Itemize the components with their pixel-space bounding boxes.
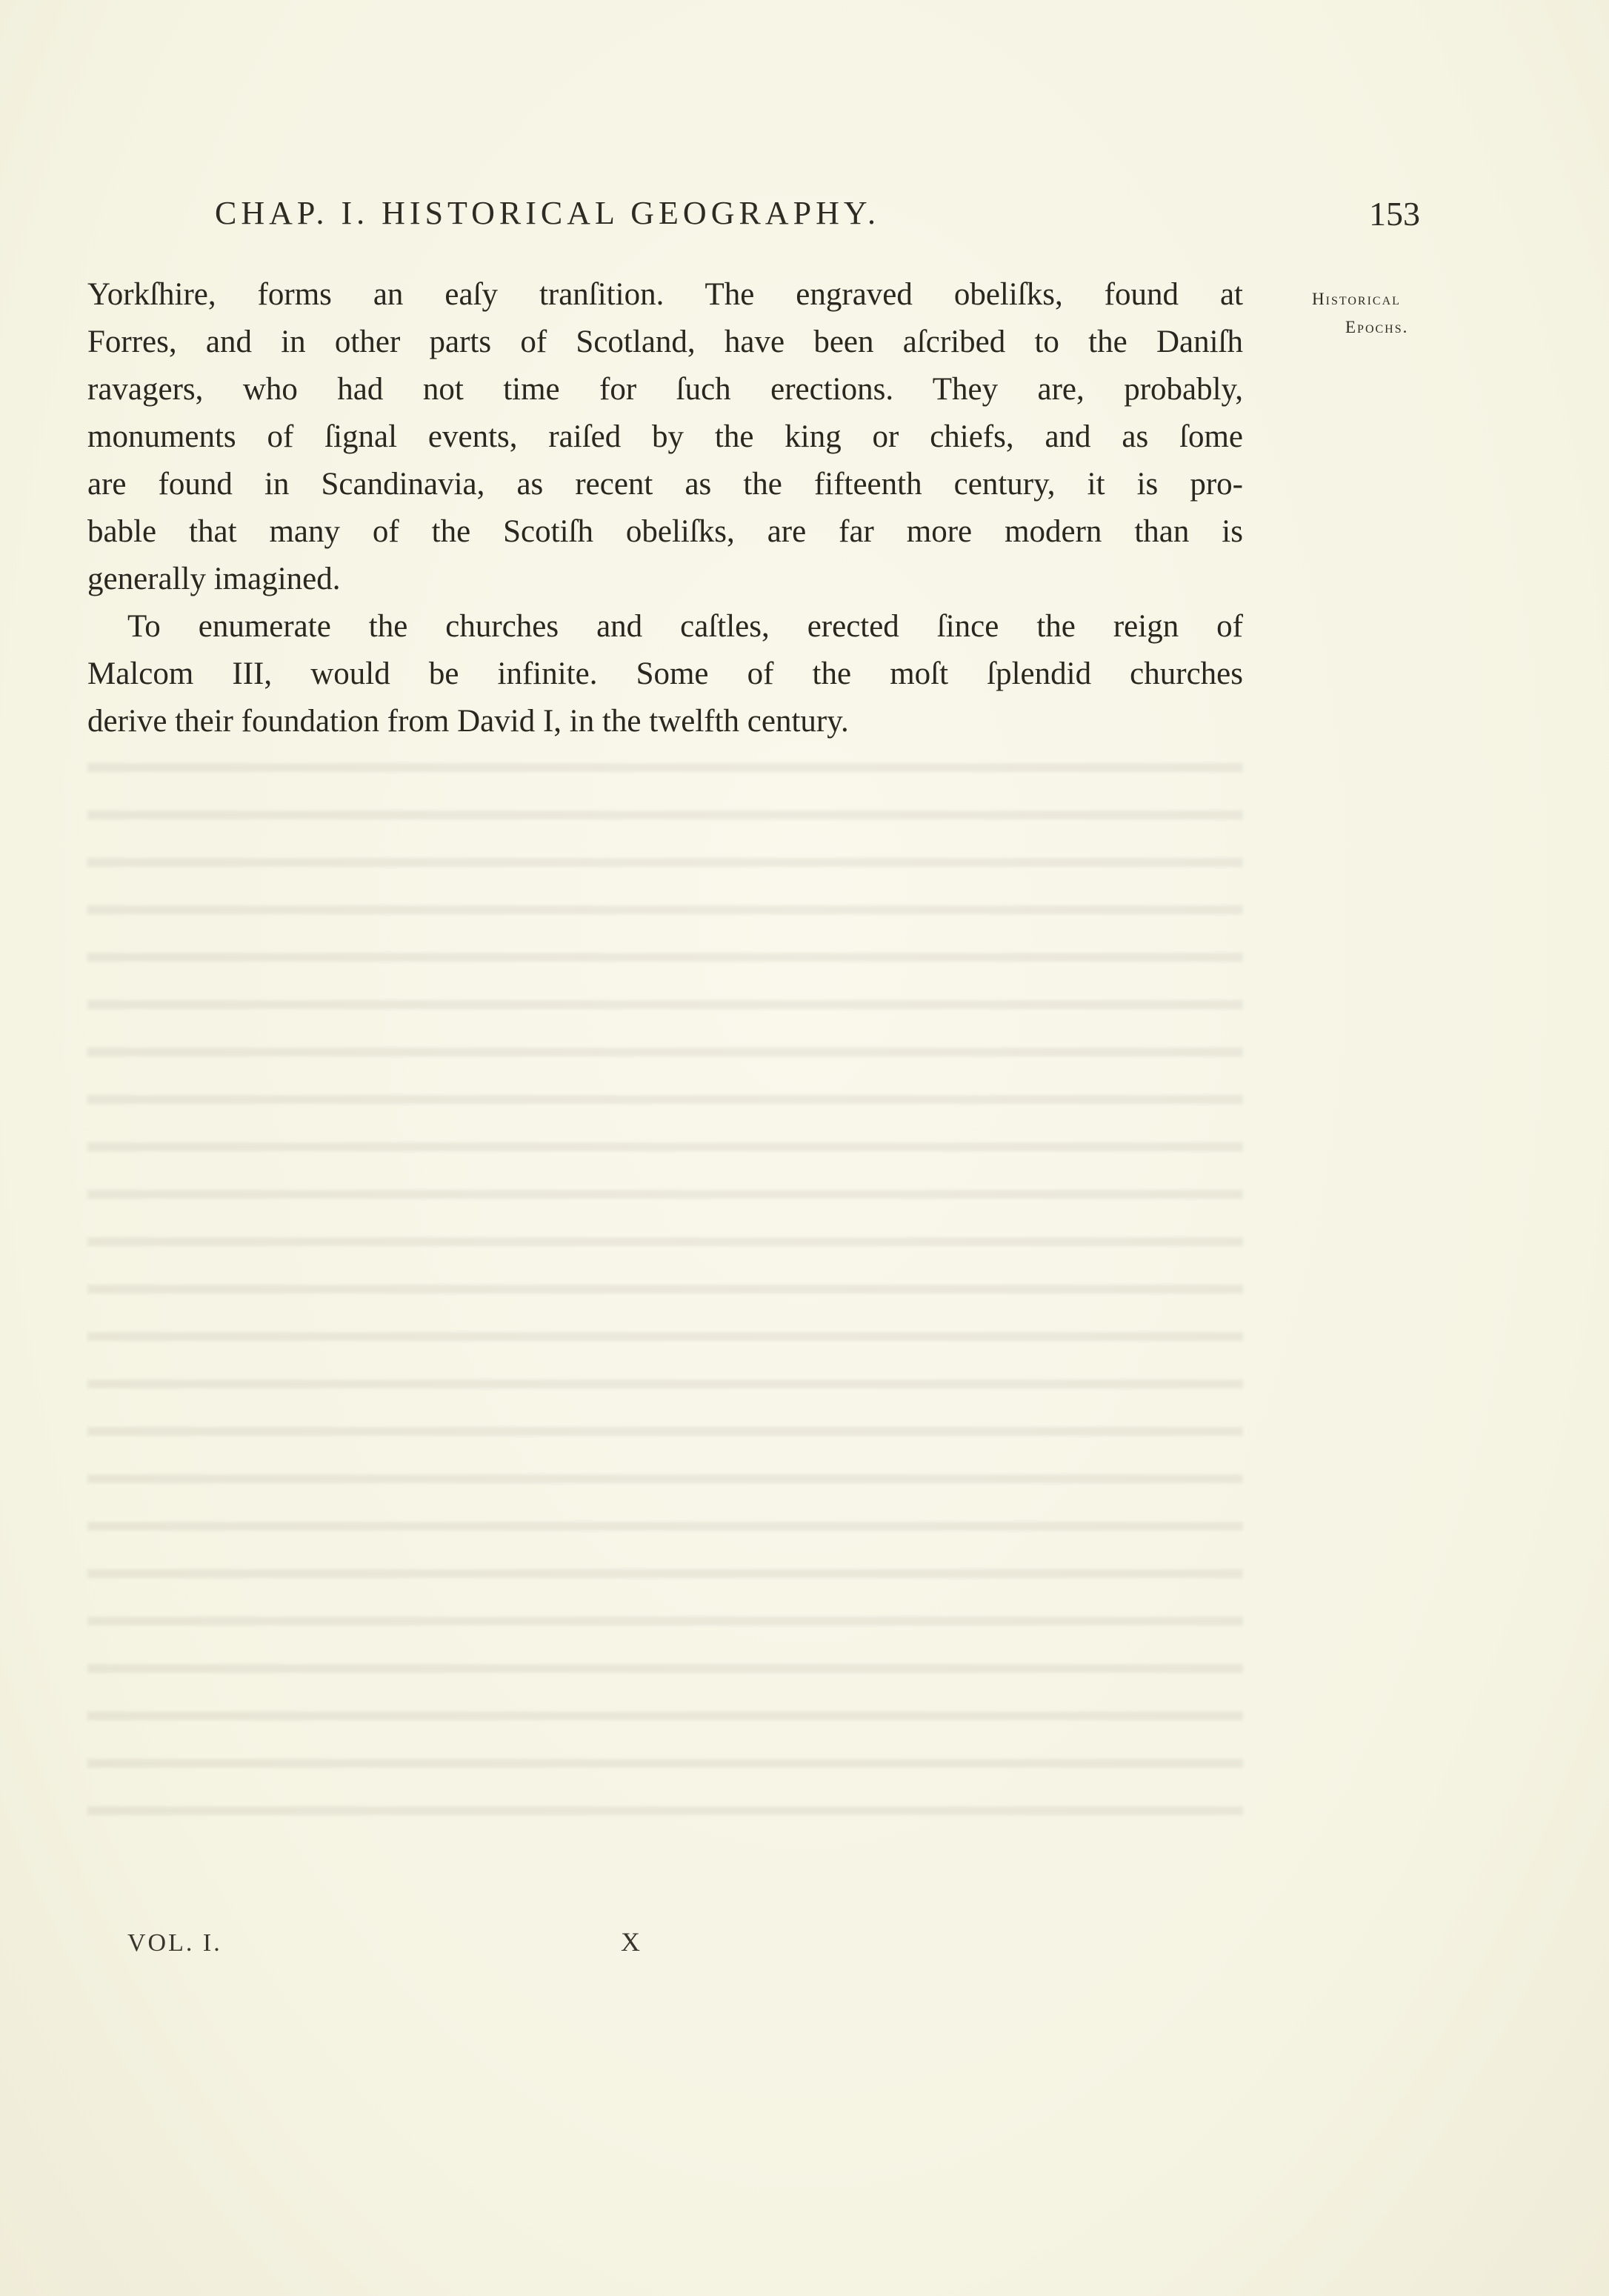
text-line: To enumerate the churches and caſtles, erected ſince the reign of [127, 609, 1243, 644]
marginal-note-line-2: Epochs. [1345, 318, 1409, 336]
text-line: Yorkſhire, forms an eaſy tranſition. The engraved obeliſks, found at [87, 277, 1243, 312]
text-line: monuments of ſignal events, raiſed by the king or chiefs, and as ſome [87, 419, 1243, 454]
running-title: CHAP. I. HISTORICAL GEOGRAPHY. [215, 195, 880, 231]
text-line: Malcom III, would be infinite. Some of the moſt ſplendid churches [87, 656, 1243, 691]
marginal-note [1271, 285, 1442, 342]
text-line: bable that many of the Scotiſh obeliſks, are far more modern than is [87, 514, 1243, 549]
text-line: Forres, and in other parts of Scotland, have been aſcribed to the Daniſh [87, 325, 1243, 359]
text-line: are found in Scandinavia, as recent as the fifteenth century, it is pro- [87, 467, 1243, 502]
paragraph-2 [87, 603, 1243, 745]
text-line: derive their foundation from David I, in the twelfth century. [87, 704, 849, 739]
body-text [87, 271, 1243, 745]
volume-mark: VOL. I. [127, 1929, 222, 1957]
show-through-text [87, 733, 1243, 1830]
signature-mark: X [621, 1927, 640, 1957]
text-line: ravagers, who had not time for ſuch erections. They are, probably, [87, 372, 1243, 407]
marginal-note-line-1: Historical [1312, 290, 1401, 308]
text-line: generally imagined. [87, 562, 341, 596]
page-number: 153 [1369, 195, 1420, 233]
paragraph-1 [87, 271, 1243, 603]
